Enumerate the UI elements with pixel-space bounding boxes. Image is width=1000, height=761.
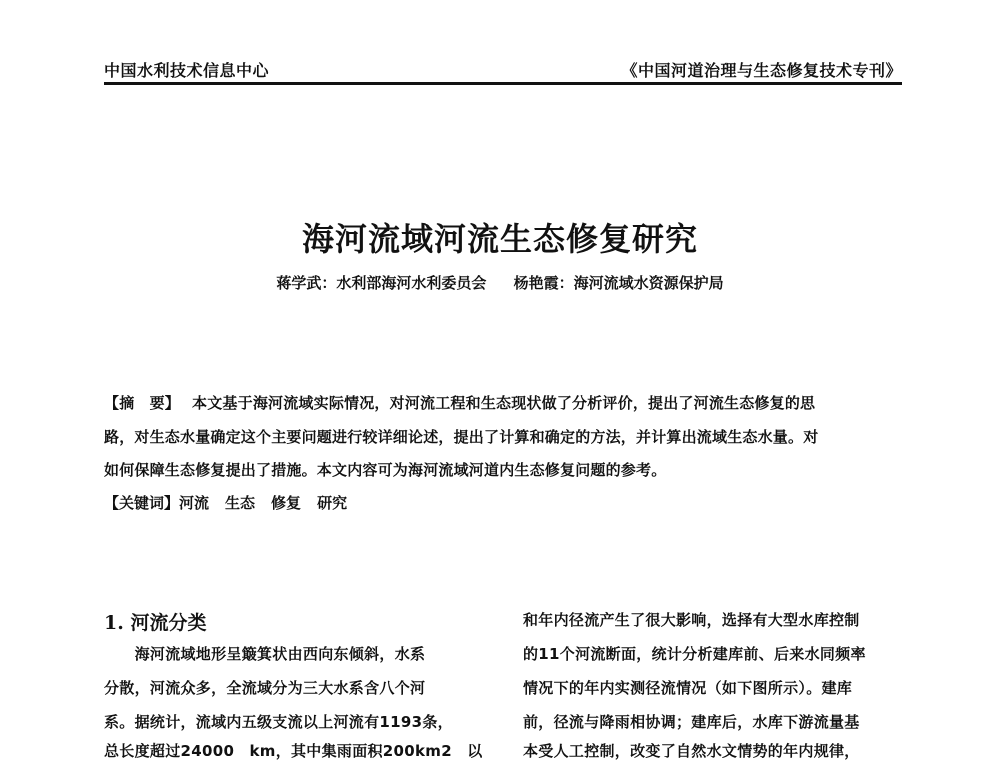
running-header [104,58,902,84]
section-heading: 1. 河流分类 [104,612,207,634]
header-organization: 中国水利技术信息中心 [104,61,270,80]
abstract-line-3: 如何保障生态修复提出了措施。本文内容可为海河流域河道内生态修复问题的参考。 [104,461,667,479]
abstract-label: 【摘 要】 [104,394,181,412]
body-line-left-1: 海河流域地形呈簸箕状由西向东倾斜，水系 [104,645,426,663]
keyword: 河流 [179,494,210,512]
paper-title: 海河流域河流生态修复研究 [301,220,698,258]
author-2: 杨艳霞：海河流域水资源保护局 [513,274,724,292]
body-line-right-3: 情况下的年内实测径流情况（如下图所示）。建库 [523,679,853,697]
body-line-right-1: 和年内径流产生了很大影响，选择有大型水库控制 [523,611,860,629]
body-line-left-3: 系。据统计，流域内五级支流以上河流有1193条， [104,713,453,731]
author-1: 蒋学武：水利部海河水利委员会 [276,274,487,292]
keyword: 生态 [225,494,256,512]
author-line [0,272,1000,293]
abstract-text-1: 本文基于海河流域实际情况，对河流工程和生态现状做了分析评价，提出了河流生态修复的思 [192,394,816,412]
body-line-left-2: 分散，河流众多，全流域分为三大水系含八个河 [104,679,426,697]
body-line-right-5: 本受人工控制，改变了自然水文情势的年内规律， [523,742,860,760]
abstract-line-2: 路，对生态水量确定这个主要问题进行较详细论述，提出了计算和确定的方法，并计算出流域生态水量。对 [104,428,819,446]
keywords [104,492,363,513]
keyword: 研究 [317,494,348,512]
body-line-left-4: 总长度超过24000 km，其中集雨面积200km2 以 [104,742,483,760]
header-journal-title: 《中国河道治理与生态修复技术专刊》 [621,61,902,80]
keywords-label: 【关键词】 [104,494,180,512]
body-line-right-2: 的11个河流断面，统计分析建库前、后来水同频率 [523,645,866,663]
body-line-right-4: 前，径流与降雨相协调；建库后，水库下游流量基 [523,713,860,731]
abstract-line-1 [104,392,815,413]
keyword: 修复 [271,494,302,512]
header-divider [104,82,902,85]
